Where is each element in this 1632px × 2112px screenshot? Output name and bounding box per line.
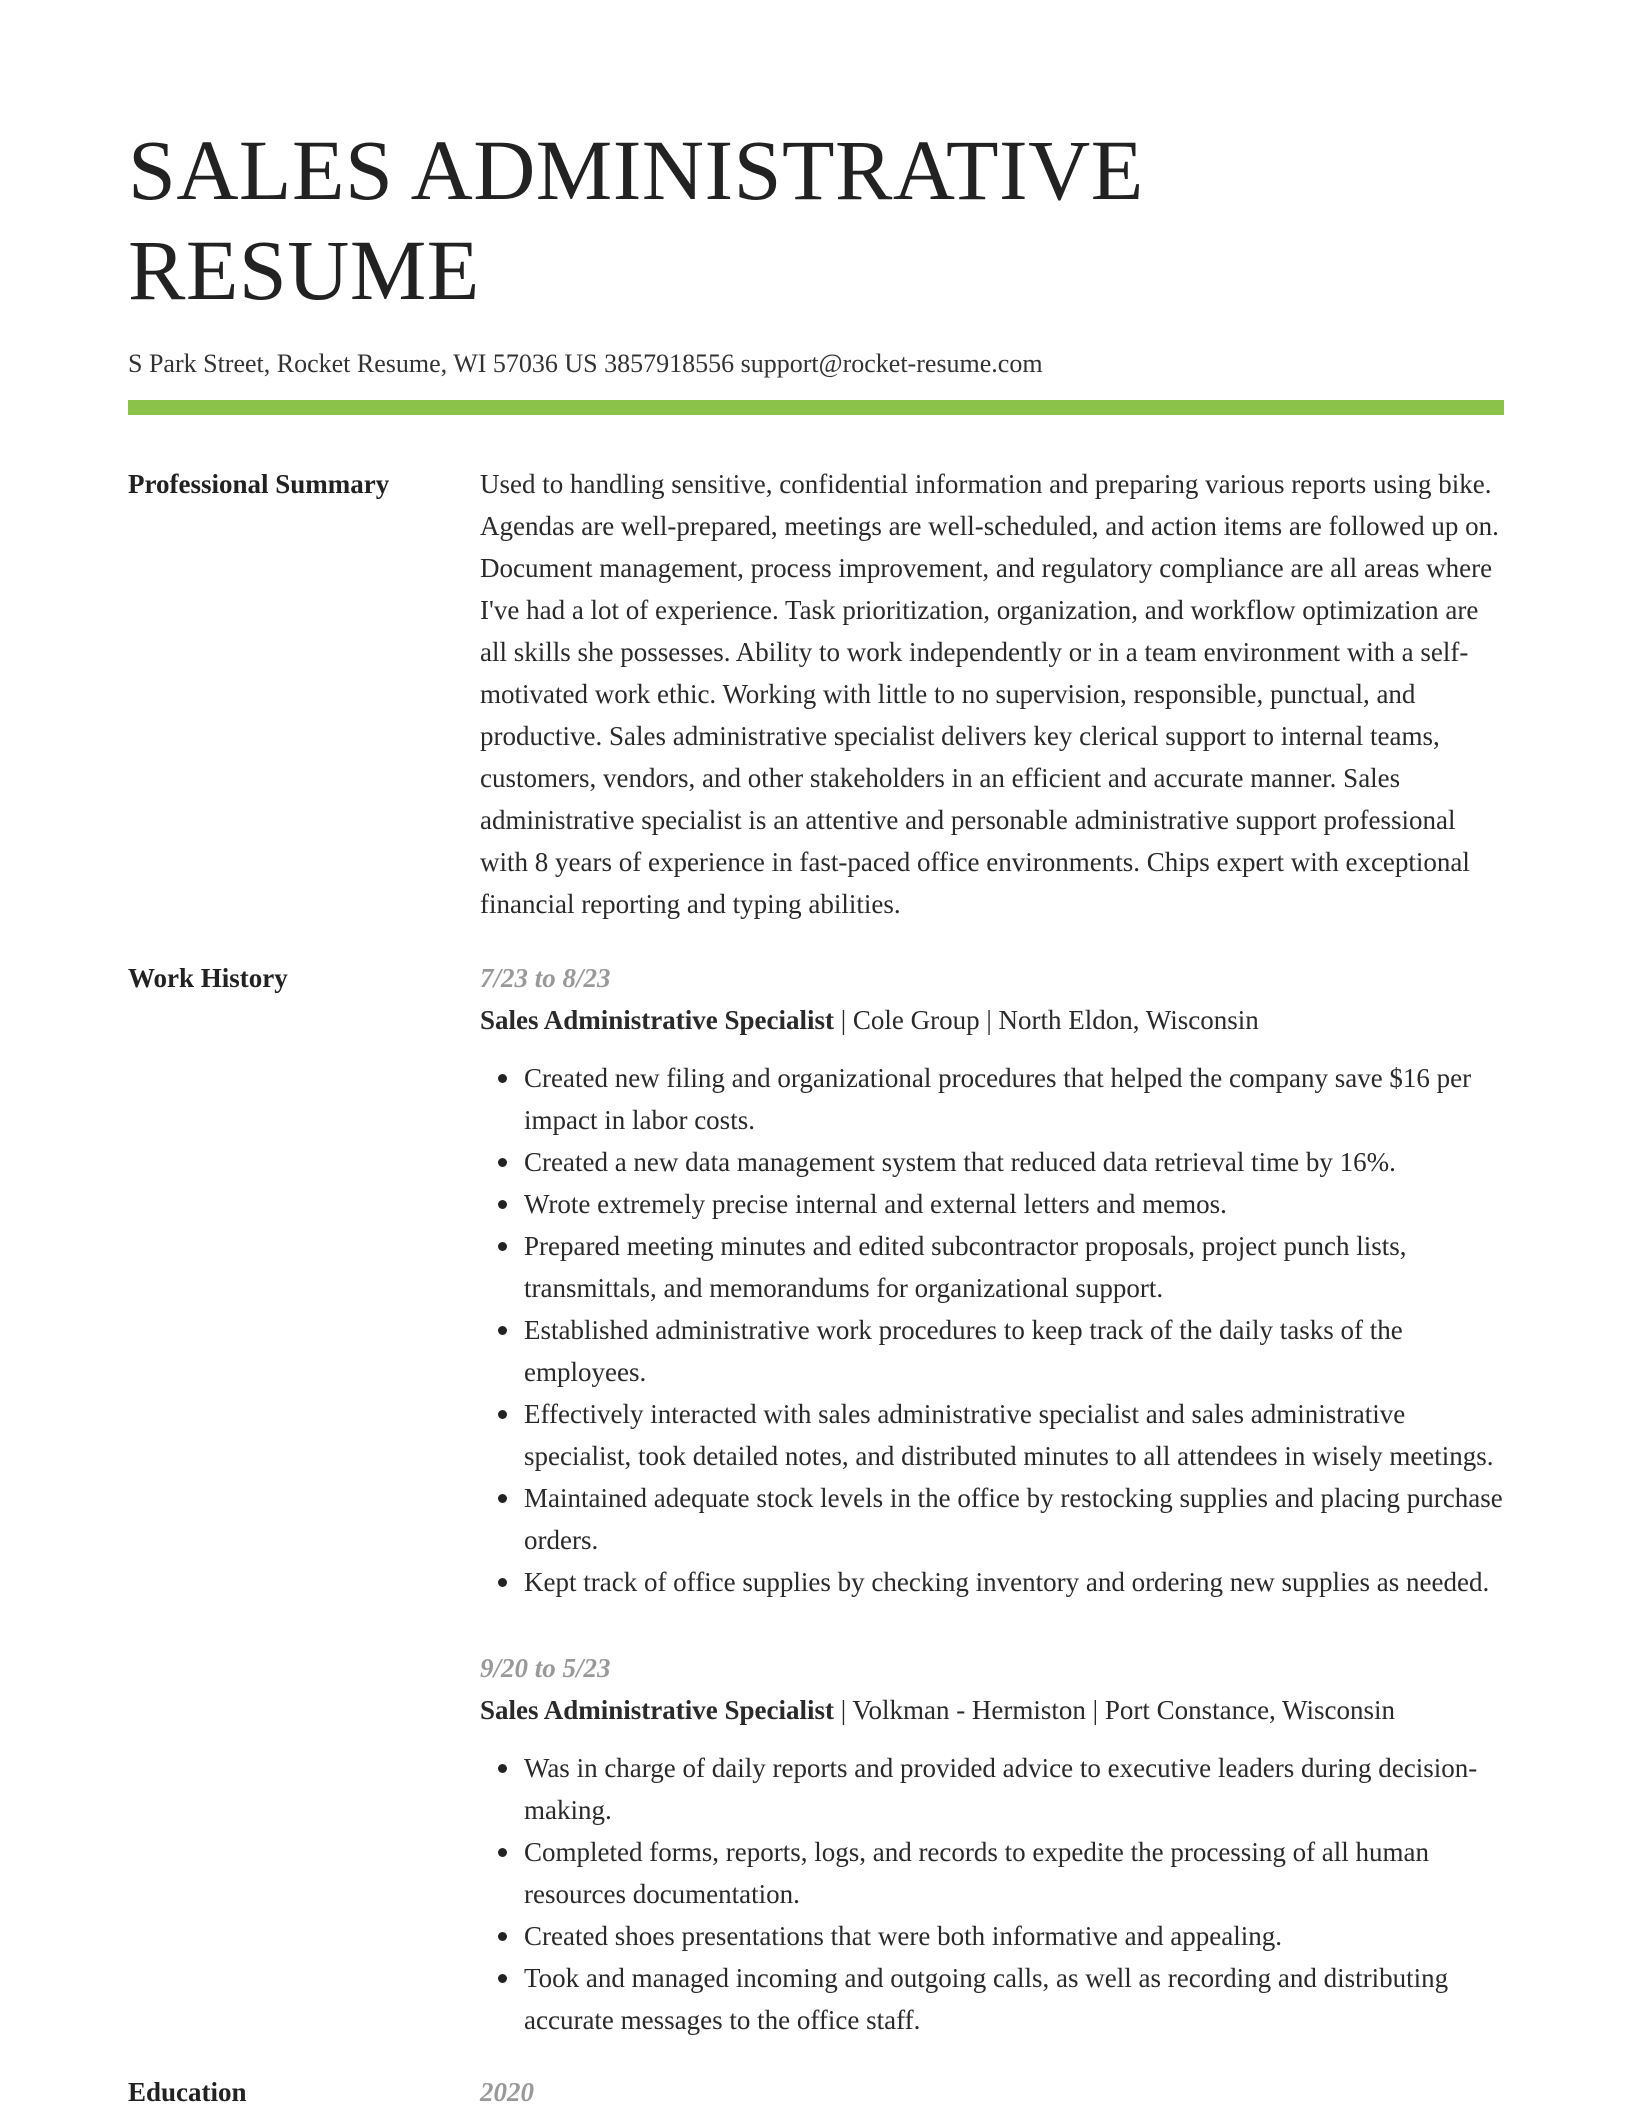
bullet-text: Created shoes presentations that were both informative and appealing. (524, 1921, 1283, 1951)
bullet-dot-icon (498, 1764, 507, 1773)
bullet-dot-icon (498, 1242, 507, 1251)
bullet-text: Wrote extremely precise internal and external letters and memos. (524, 1189, 1227, 1219)
bullet-dot-icon (498, 1848, 507, 1857)
work-history-list (480, 957, 1504, 2041)
bullet-dot-icon (498, 1494, 507, 1503)
bullet-item (524, 1561, 1504, 1603)
bullet-item (524, 1747, 1504, 1831)
bullet-text: Effectively interacted with sales administrative specialist and sales administrative specialist, took detailed notes, and distributed minutes to all attendees in wisely meetings. (524, 1399, 1494, 1471)
bullet-text: Created new filing and organizational procedures that helped the company save $16 per impact in labor costs. (524, 1063, 1472, 1135)
education-section (128, 2071, 1504, 2112)
bullet-item (524, 1225, 1504, 1309)
bullet-item (524, 1915, 1504, 1957)
bullet-item (524, 1477, 1504, 1561)
job-bullets (480, 1747, 1504, 2041)
contact-line: S Park Street, Rocket Resume, WI 57036 US 3857918556 support@rocket-resume.com (128, 349, 1043, 378)
job-entry (480, 957, 1504, 1603)
bullet-item (524, 1393, 1504, 1477)
job-dates: 9/20 to 5/23 (480, 1653, 611, 1683)
bullet-item (524, 1183, 1504, 1225)
bullet-dot-icon (498, 1326, 507, 1335)
bullet-text: Prepared meeting minutes and edited subcontractor proposals, project punch lists, transmittals, and memorandums for organizational support. (524, 1231, 1407, 1303)
bullet-dot-icon (498, 1074, 507, 1083)
bullet-item (524, 1831, 1504, 1915)
education-body (480, 2071, 1504, 2112)
bullet-text: Took and managed incoming and outgoing calls, as well as recording and distributing accurate messages to the office staff. (524, 1963, 1449, 2035)
job-entry (480, 1647, 1504, 2041)
resume-title: SALES ADMINISTRATIVE RESUME (128, 122, 1144, 318)
bullet-text: Established administrative work procedures to keep track of the daily tasks of the employees. (524, 1315, 1403, 1387)
job-heading (480, 999, 1504, 1041)
job-title: Sales Administrative Specialist (480, 1695, 835, 1725)
bullet-dot-icon (498, 1158, 507, 1167)
bullet-dot-icon (498, 1410, 507, 1419)
education-dates: 2020 (480, 2077, 534, 2107)
accent-divider (128, 400, 1504, 415)
section-label-summary: Professional Summary (128, 469, 390, 499)
bullet-item (524, 1309, 1504, 1393)
bullet-text: Created a new data management system that reduced data retrieval time by 16%. (524, 1147, 1396, 1177)
job-heading (480, 1689, 1504, 1731)
resume-page (128, 120, 1504, 2112)
job-dates: 7/23 to 8/23 (480, 963, 611, 993)
job-title: Sales Administrative Specialist (480, 1005, 835, 1035)
bullet-item (524, 1957, 1504, 2041)
section-label-work-history: Work History (128, 963, 288, 993)
bullet-dot-icon (498, 1932, 507, 1941)
bullet-dot-icon (498, 1200, 507, 1209)
summary-text: Used to handling sensitive, confidential information and preparing various reports using bike. Agendas are well-prepared, meetings are well-scheduled, and action items are followed up on. Document management, process improvement, and regulatory compliance are all areas where I've had a lot of experience. Task prioritization, organization, and workflow optimization are all skills she possesses. Ability to work independently or in a team environment with a self-motivated work ethic. Working with little to no supervision, responsible, punctual, and productive. Sales administrative specialist delivers key clerical support to internal teams, customers, vendors, and other stakeholders in an efficient and accurate manner. Sales administrative specialist is an attentive and personable administrative support professional with 8 years of experience in fast-paced office environments. Chips expert with exceptional financial reporting and typing abilities. (480, 469, 1499, 919)
professional-summary-section (128, 463, 1504, 925)
bullet-text: Was in charge of daily reports and provided advice to executive leaders during decision-making. (524, 1753, 1478, 1825)
bullet-dot-icon (498, 1974, 507, 1983)
bullet-text: Maintained adequate stock levels in the office by restocking supplies and placing purchase orders. (524, 1483, 1503, 1555)
job-details: | Cole Group | North Eldon, Wisconsin (834, 1005, 1259, 1035)
bullet-text: Completed forms, reports, logs, and records to expedite the processing of all human resources documentation. (524, 1837, 1430, 1909)
bullet-item (524, 1141, 1504, 1183)
job-details: | Volkman - Hermiston | Port Constance, Wisconsin (834, 1695, 1395, 1725)
section-label-education: Education (128, 2077, 247, 2107)
work-history-section (128, 957, 1504, 2041)
job-bullets (480, 1057, 1504, 1603)
bullet-text: Kept track of office supplies by checking inventory and ordering new supplies as needed. (524, 1567, 1490, 1597)
bullet-item (524, 1057, 1504, 1141)
bullet-dot-icon (498, 1578, 507, 1587)
